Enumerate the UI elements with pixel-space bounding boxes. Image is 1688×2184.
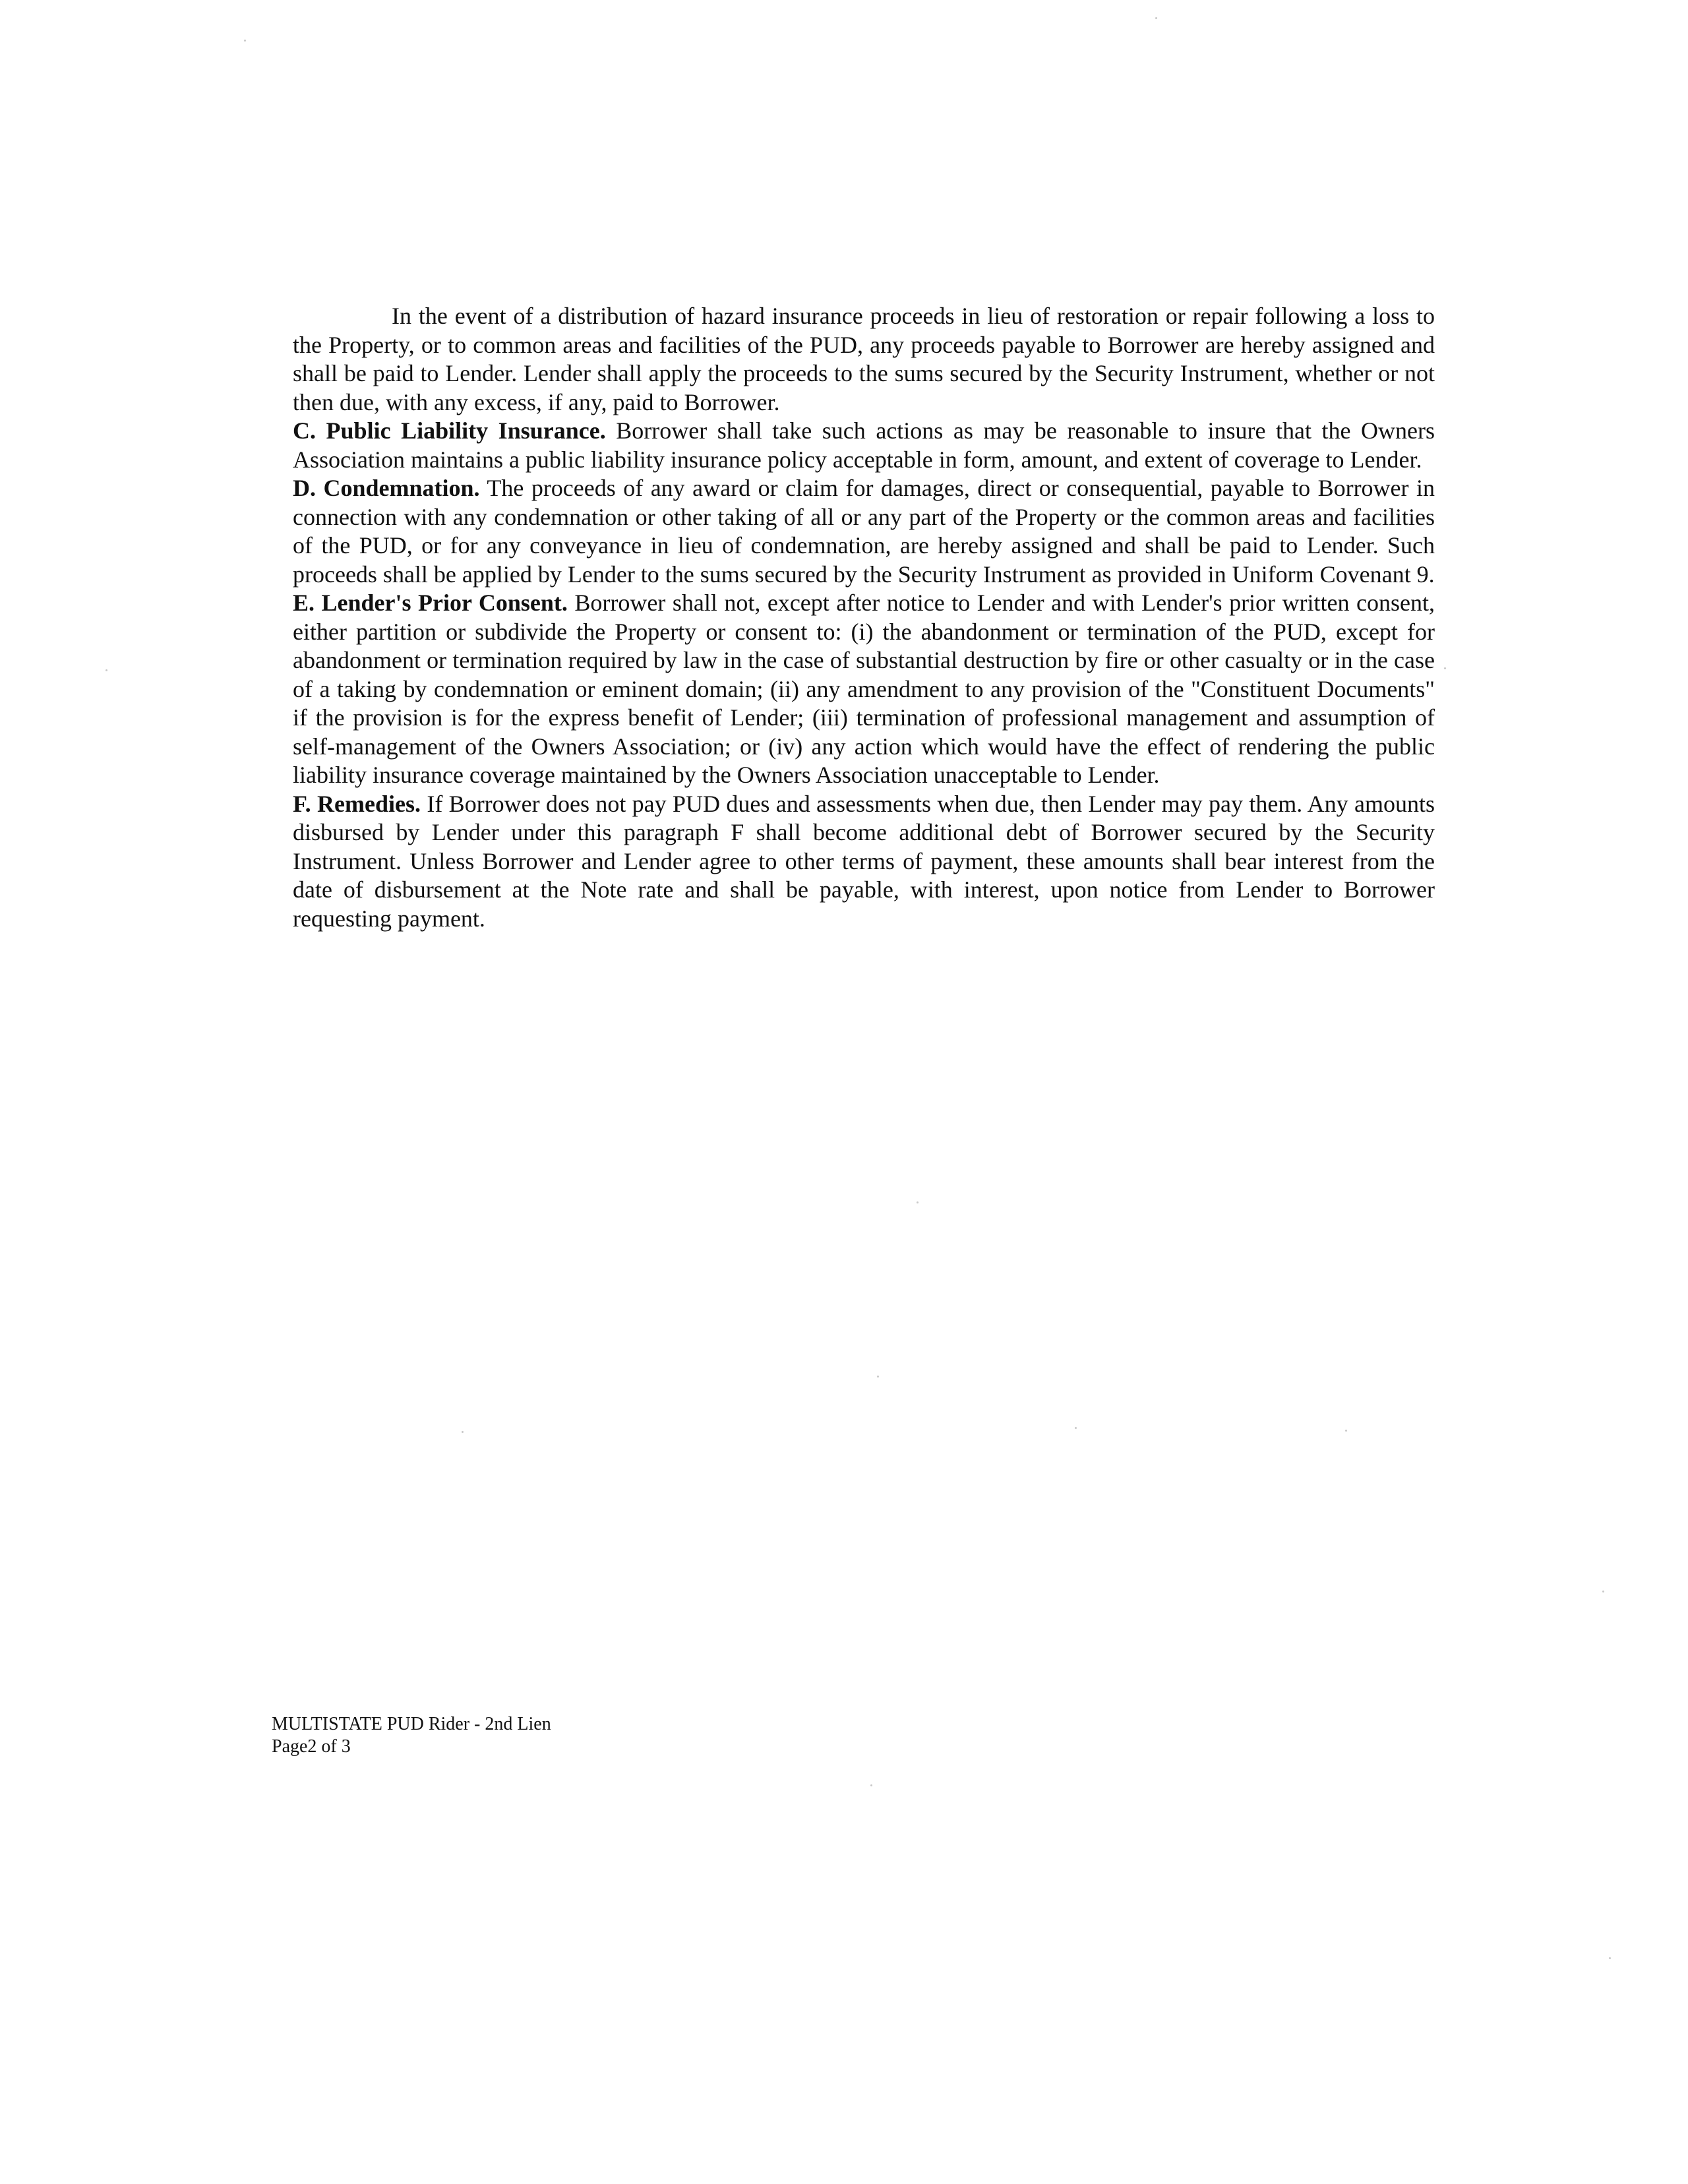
scan-speck xyxy=(917,1201,919,1203)
section-e-text: Borrower shall not, except after notice to Lender and with Lender's prior written consent, either partition or subdivide the Property or consent to: (i) the abandonment or termination of the PUD, except for abandonment or termination required by law in the case of substantial destruction by fire or other casualty or in the case of a taking by condemnation or eminent domain; (ii) any amendment to any provision of the "Constituent Documents" if the provision is for the express benefit of Lender; (iii) termination of professional management and assumption of self-management of the Owners Association; or (iv) any action which would have the effect of rendering the public liability insurance coverage maintained by the Owners Association unacceptable to Lender. xyxy=(293,590,1435,788)
document-footer xyxy=(272,1713,551,1758)
section-e-lenders-prior-consent xyxy=(293,589,1435,790)
scan-speck xyxy=(1345,1430,1347,1432)
scan-speck xyxy=(1444,667,1446,669)
scan-speck xyxy=(1609,1957,1611,1959)
scan-speck xyxy=(244,40,246,42)
scan-speck xyxy=(106,669,107,671)
section-d-condemnation xyxy=(293,474,1435,589)
section-c-text: Borrower shall take such actions as may be reasonable to insure that the Owners Association maintains a public liability insurance policy acceptable in form, amount, and extent of coverage to Lender. xyxy=(293,417,1435,473)
intro-paragraph: In the event of a distribution of hazard insurance proceeds in lieu of restoration or repair following a loss to the Property, or to common areas and facilities of the PUD, any proceeds payable to Borrower are hereby assigned and shall be paid to Lender. Lender shall apply the proceeds to the sums secured by the Security Instrument, whether or not then due, with any excess, if any, paid to Borrower. xyxy=(293,303,1435,415)
scan-speck xyxy=(1075,1427,1077,1429)
footer-page-label: Page2 of 3 xyxy=(272,1736,351,1757)
section-d-heading: D. Condemnation. xyxy=(293,475,480,501)
section-c-public-liability-insurance xyxy=(293,417,1435,474)
scan-speck xyxy=(1602,1591,1604,1592)
scan-speck xyxy=(462,1431,464,1433)
section-f-remedies xyxy=(293,790,1435,934)
scan-speck xyxy=(870,1784,872,1786)
section-f-text: If Borrower does not pay PUD dues and assessments when due, then Lender may pay them. Any amounts disbursed by Lender under this paragraph F shall become additional debt of Borrower secured by the Security Instrument. Unless Borrower and Lender agree to other terms of payment, these amounts shall bear interest from the date of disbursement at the Note rate and shall be payable, with interest, upon notice from Lender to Borrower requesting payment. xyxy=(293,790,1435,932)
scan-speck xyxy=(877,1376,879,1378)
document-body xyxy=(293,302,1435,933)
scan-speck xyxy=(1155,17,1157,19)
section-c-heading: C. Public Liability Insurance. xyxy=(293,417,606,444)
section-e-heading: E. Lender's Prior Consent. xyxy=(293,590,568,616)
section-f-heading: F. Remedies. xyxy=(293,790,421,817)
section-d-text: The proceeds of any award or claim for damages, direct or consequential, payable to Borrower in connection with any condemnation or other taking of all or any part of the Property or the common areas and facilities of the PUD, or for any conveyance in lieu of condemnation, are hereby assigned and shall be paid to Lender. Such proceeds shall be applied by Lender to the sums secured by the Security Instrument as provided in Uniform Covenant 9. xyxy=(293,475,1435,588)
footer-form-name: MULTISTATE PUD Rider - 2nd Lien xyxy=(272,1714,551,1734)
